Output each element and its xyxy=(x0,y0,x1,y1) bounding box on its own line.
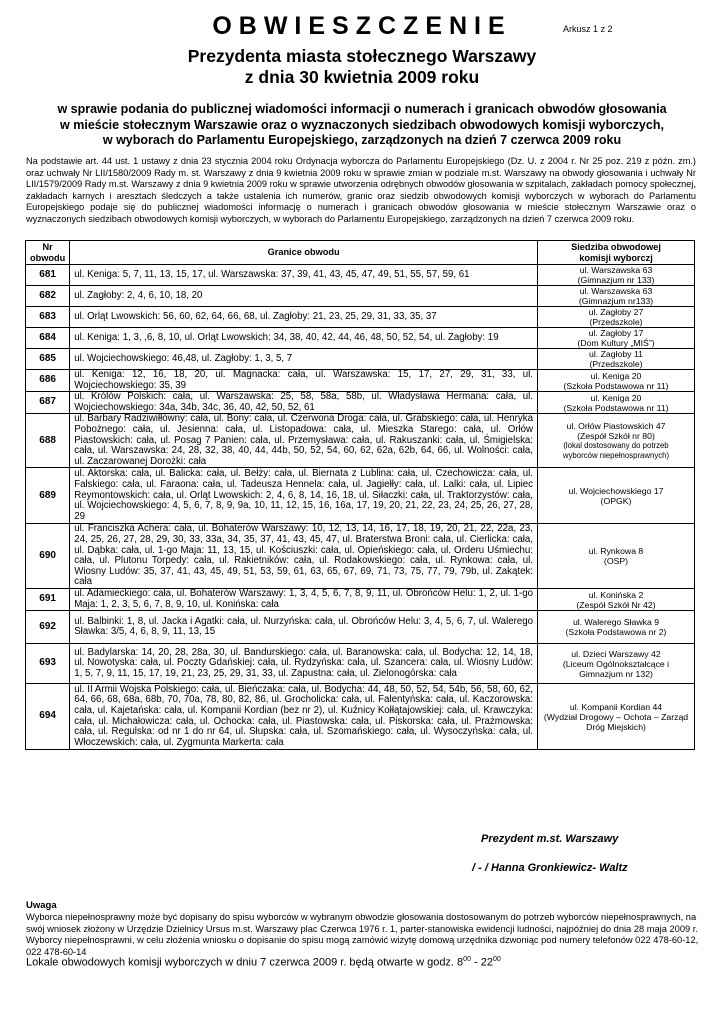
district-bounds: ul. Aktorska: cała, ul. Balicka: cała, ul. Bełży: cała, ul. Biernata z Lublina: cała, ul. Czechowicza: cała, ul. Falskiego: cała, ul. Faraona: cała, ul. Tadeusza Hennela: cała, ul. Jagiełły: cała, ul. Lalki: cała, ul. Lipiec Reymontowskich: cała, ul. Orląt Lwowskich: 2, 4, 6, 8, 14, 16, 18, ul. Siłaczki: cała, ul. Traktorzystów: cała, ul. Wojciechowskiego: 4, 5, 6, 7, 8, 9, 9a, 10, 11, 12, 15, 16, 16a, 17, 19, 20, 21, 22, 23, 24, 25, 26, 27, 28, 29 xyxy=(70,468,538,524)
header-nr: Nr obwodu xyxy=(26,241,70,265)
signature-name: / - / Hanna Gronkiewicz- Waltz xyxy=(472,862,628,874)
seat-line: ul. Dzieci Warszawy 42 xyxy=(571,648,661,659)
seat-line: (Zespół Szkół nr 80) xyxy=(577,430,655,441)
heading-line-2: w mieście stołecznym Warszawie oraz o wyznaczonych siedzibach obwodowych komisji wyborczych, xyxy=(60,117,664,132)
district-number: 683 xyxy=(26,307,70,328)
district-bounds: ul. Orląt Lwowskich: 56, 60, 62, 64, 66, 68, ul. Zagłoby: 21, 23, 25, 29, 31, 33, 35, 37 xyxy=(70,307,538,328)
district-number: 691 xyxy=(26,588,70,610)
table-row xyxy=(26,392,695,414)
seat-line: ul. Keniga 20 xyxy=(590,370,642,381)
table-row xyxy=(26,414,695,468)
subtitle-issuer: Prezydenta miasta stołecznego Warszawy xyxy=(187,46,537,66)
district-bounds: ul. II Armii Wojska Polskiego: cała, ul. Bieńczaka: cała, ul. Bodycha: 44, 48, 50, 52, 54, 54b, 56, 58, 60, 62, 64, 66, 68, 68a, 68b, 70, 70a, 78, 80, 82, 86, ul. Grocholicka: cała, ul. Falentyńska: cała, ul. Kaczorowska: cała, ul. Kajetańska: cała, ul. Kompanii Kordian (bez nr 2), ul. Kuźnicy Kołłątajowskiej: cała, ul. Krawczyka: cała, ul. Michałowicza: cała, ul. Ochocka: cała, ul. Piastowska: cała, ul. Piskorska: cała, ul. Prażmowska: cała, ul. Regulska: od nr 1 do nr 64, ul. Słupska: cała, ul. Szomańskiego: cała, ul. Wysoczyńska: cała, ul. Włoczewskich: cała, ul. Zygmunta Markerta: cała xyxy=(70,684,538,750)
commission-seat xyxy=(538,307,695,328)
district-bounds: ul. Badylarska: 14, 20, 28, 28a, 30, ul. Bandurskiego: cała, ul. Baranowska: cała, ul. Bodycha: 12, 14, 18, ul. Nowotyska: cała, ul. Poczty Gdańskiej: cała, ul. Rydzyńska: cała, ul. Szancera: cała, ul. Wiosny Ludów: 1, 5, 7, 9, 11, 15, 17, 19, 21, 23, 25, 29, 31, 33, ul. Zapustna: cała, ul. Zielonogórska: cała xyxy=(70,644,538,684)
heading-line-1: w sprawie podania do publicznej wiadomości informacji o numerach i granicach obwodów głosowania xyxy=(57,102,667,116)
district-number: 694 xyxy=(26,684,70,750)
seat-line: ul. Kompanii Kordian 44 xyxy=(569,701,663,712)
heading-line-3: w wyborach do Parlamentu Europejskiego, zarządzonych na dzień 7 czerwca 2009 roku xyxy=(102,133,622,147)
district-number: 692 xyxy=(26,611,70,644)
seat-line: ul. Warszawska 63 xyxy=(579,286,653,296)
note-line-2: Wyborcy niepełnosprawni, w celu złożenia wniosku o dopisanie do spisu mogą zamówić wizytę domową urzędnika dzwoniąc pod numery telefonów 022 478-60-12, 022 478-60-14 xyxy=(26,935,699,957)
commission-seat xyxy=(538,468,695,524)
seat-line: (Gimnazjum nr 133) xyxy=(577,275,655,285)
district-bounds: ul. Królów Polskich: cała, ul. Warszawska: 25, 58, 58a, 58b, ul. Władysława Hermana: cała, ul. Wojciechowskiego: 34a, 34b, 34c, 36, 40, 42, 50, 52, 61 xyxy=(70,392,538,414)
notes-text xyxy=(26,912,700,958)
seat-line: (Liceum Ogólnokształcące i xyxy=(562,658,670,669)
table-header-row xyxy=(26,241,695,265)
district-bounds: ul. Keniga: 5, 7, 11, 13, 15, 17, ul. Warszawska: 37, 39, 41, 43, 45, 47, 49, 51, 55, 57, 59, 61 xyxy=(70,265,538,286)
district-bounds: ul. Wojciechowskiego: 46,48, ul. Zagłoby: 1, 3, 5, 7 xyxy=(70,349,538,370)
table-row xyxy=(26,286,695,307)
commission-seat xyxy=(538,684,695,750)
seat-line: (Zespół Szkół Nr 42) xyxy=(576,599,656,610)
header-bounds: Granice obwodu xyxy=(70,241,538,265)
legal-basis-paragraph: Na podstawie art. 44 ust. 1 ustawy z dnia 23 stycznia 2004 roku Ordynacja wyborcza do Parlamentu Europejskiego (Dz. U. z 2004 r. Nr 25 poz. 219 z późn. zm.) oraz uchwały Nr LII/1580/2009 Rady m. st. Warszawy z dnia 9 kwietnia 2009 roku w sprawie zmian w podziale m.st. Warszawy na obwody głosowania i uchwały Nr LII/1579/2009 Rady m.st. Warszawy z dnia 9 kwietnia 2009 roku w sprawie utworzenia odrębnych obwodów głosowania w szpitalach, zakładach pomocy społecznej, zakładach karnych i aresztach śledczych a także ustalenia ich numerów, granic oraz siedzib obwodowych komisji wyborczych w wyborach do Parlamentu Europejskiego podaje się do publicznej wiadomości informację o numerach i granicach obwodów głosowania w mieście stołecznym Warszawie oraz o wyznaczonych siedzibach obwodowych komisji wyborczych, w wyborach do Parlamentu Europejskiego, zarządzonych na dzień 7 czerwca 2009 roku. xyxy=(26,156,696,224)
district-number: 693 xyxy=(26,644,70,684)
commission-seat xyxy=(538,524,695,589)
commission-seat xyxy=(538,328,695,349)
seat-line: ul. Keniga 20 xyxy=(590,392,642,403)
district-bounds: ul. Adamieckiego: cała, ul. Bohaterów Warszawy: 1, 3, 4, 5, 6, 7, 8, 9, 11, ul. Obrońców Helu: 1, 2, ul. 1-go Maja: 1, 2, 3, 5, 6, 7, 8, 9, 10, ul. Konińska: cała xyxy=(70,588,538,610)
sheet-number: Arkusz 1 z 2 xyxy=(563,24,613,34)
seat-line: (Przedszkole) xyxy=(589,359,643,369)
document-subtitle xyxy=(0,46,724,88)
district-bounds: ul. Keniga: 1, 3, ,6, 8, 10, ul. Orląt Lwowskich: 34, 38, 40, 42, 44, 46, 48, 50, 52, 54, ul. Zagłoby: 19 xyxy=(70,328,538,349)
district-number: 682 xyxy=(26,286,70,307)
seat-line: Gimnazjum nr 132) xyxy=(579,668,653,679)
signature-title: Prezydent m.st. Warszawy xyxy=(481,833,619,845)
opening-hours: Lokale obwodowych komisji wyborczych w dniu 7 czerwca 2009 r. będą otwarte w godz. $8^{00} - 22^{00}$ xyxy=(26,956,501,969)
table-row xyxy=(26,265,695,286)
seat-line: ul. Zagłoby 11 xyxy=(589,349,643,359)
seat-line: Dróg Miejskich) xyxy=(586,721,646,732)
seat-line: ul. Konińska 2 xyxy=(588,589,644,600)
commission-seat xyxy=(538,370,695,392)
seat-line: ul. Zagłoby 17 xyxy=(588,328,644,338)
subtitle-date: z dnia 30 kwietnia 2009 roku xyxy=(244,67,480,87)
table-row xyxy=(26,644,695,684)
seat-line: (Gimnazjum nr133) xyxy=(578,296,654,306)
commission-seat xyxy=(538,644,695,684)
header-seat: Siedziba obwodowej komisji wyborczj xyxy=(538,241,695,265)
district-number: 689 xyxy=(26,468,70,524)
table-row xyxy=(26,307,695,328)
document-heading xyxy=(30,102,694,149)
district-number: 690 xyxy=(26,524,70,589)
document-title: OBWIESZCZENIE xyxy=(212,12,512,40)
table-row xyxy=(26,468,695,524)
seat-line: ul. Rynkowa 8 xyxy=(588,546,644,557)
table-row xyxy=(26,588,695,610)
table-row xyxy=(26,684,695,750)
district-number: 686 xyxy=(26,370,70,392)
district-number: 687 xyxy=(26,392,70,414)
commission-seat xyxy=(538,265,695,286)
seat-line: (OPGK) xyxy=(600,495,632,506)
district-bounds: ul. Balbinki: 1, 8, ul. Jacka i Agatki: cała, ul. Nurzyńska: cała, ul. Obrońców Helu: 3, 4, 5, 6, 7, ul. Walerego Sławka: 3/5, 4, 6, 8, 9, 11, 13, 15 xyxy=(70,611,538,644)
seat-line: (OSP) xyxy=(603,556,629,567)
commission-seat xyxy=(538,392,695,414)
commission-seat xyxy=(538,349,695,370)
seat-line: (Szkoła Podstawowa nr 11) xyxy=(563,380,669,391)
notes-heading: Uwaga xyxy=(26,900,57,911)
seat-line: (Dom Kultury „MIŚ”) xyxy=(577,338,655,348)
district-number: 681 xyxy=(26,265,70,286)
table-row xyxy=(26,370,695,392)
districts-table xyxy=(25,240,695,750)
seat-line: ul. Walerego Sławka 9 xyxy=(572,617,660,628)
note-line-1: Wyborca niepełnosprawny może być dopisany do spisu wyborców w wybranym obwodzie głosowania dostosowanym do potrzeb wyborców niepełnosprawnych, na swój wniosek złożony w Urzędzie Dzielnicy Ursus m.st. Warszawy plac Czerwca 1976 r. 1, parter-stanowiska ewidencji ludności, najpóźniej do dnia 28 maja 2009 r. xyxy=(26,912,698,934)
table-row xyxy=(26,524,695,589)
district-number: 684 xyxy=(26,328,70,349)
seat-line: ul. Orłów Piastowskich 47 xyxy=(566,420,666,431)
seat-line: (Wydział Drogowy – Ochota – Zarząd xyxy=(543,711,689,722)
seat-line: (Przedszkole) xyxy=(589,317,643,327)
seat-line: ul. Warszawska 63 xyxy=(579,265,653,275)
district-bounds: ul. Keniga: 12, 16, 18, 20, ul. Magnacka: cała, ul. Warszawska: 15, 17, 27, 29, 31, 33, ul. Wojciechowskiego: 35, 39 xyxy=(70,370,538,392)
table-row xyxy=(26,328,695,349)
commission-seat xyxy=(538,611,695,644)
table-row xyxy=(26,611,695,644)
table-row xyxy=(26,349,695,370)
commission-seat xyxy=(538,588,695,610)
commission-seat xyxy=(538,414,695,468)
seat-line: (lokal dostosowany do potrzeb xyxy=(563,440,669,450)
district-number: 685 xyxy=(26,349,70,370)
district-bounds: ul. Franciszka Achera: cała, ul. Bohaterów Warszawy: 10, 12, 13, 14, 16, 17, 18, 19, 20, 21, 22, 22a, 23, 24, 25, 26, 27, 28, 29, 30, 33, 33a, 34, 35, 37, 41, 43, 45, 47, ul. Braterstwa Broni: cała, ul. Cierlicka: cała, ul. Dąbka: cała, ul. 1-go Maja: 11, 13, 15, ul. Kościuszki: cała, ul. Opieńskiego: cała, ul. Orderu Uśmiechu: cała, ul. Plutonu Torpedy: cała, ul. Rakietników: cała, ul. Rodakowskiego: cała, ul. Rynkowa: cała, ul. Wiosny Ludów: 35, 37, 41, 43, 45, 49, 51, 53, 59, 61, 63, 65, 67, 69, 71, 73, 75, 77, 79, 79b, ul. Zakątek: cała xyxy=(70,524,538,589)
seat-line: (Szkoła Podstawowa nr 2) xyxy=(565,627,667,638)
district-number: 688 xyxy=(26,414,70,468)
seat-line: ul. Wojciechowskiego 17 xyxy=(568,485,664,496)
district-bounds: ul. Barbary Radziwiłłówny: cała, ul. Bony: cała, ul. Czerwona Droga: cała, ul. Grabskiego: cała, ul. Henryka Pobożnego: cała, ul. Jesienna: cała, ul. Listopadowa: cała, ul. Mieszka Starego: cała, ul. Orłów Piastowskich: cała, ul. Posag 7 Panien: cała, ul. Przemysława: cała, ul. Rakuszanki: cała, ul. Śmigielska: cała, ul. Warszawska: 24, 28, 32, 38, 40, 44, 44b, 50, 52, 54, 60, 62, 62a, 62b, 64, 66, ul. Wolności: cała, ul. Zaczarowanej Dorożki: cała xyxy=(70,414,538,468)
commission-seat xyxy=(538,286,695,307)
district-bounds: ul. Zagłoby: 2, 4, 6, 10, 18, 20 xyxy=(70,286,538,307)
seat-line: ul. Zagłoby 27 xyxy=(588,307,644,317)
seat-line: wyborców niepełnosprawnych) xyxy=(562,450,670,460)
seat-line: (Szkoła Podstawowa nr 11) xyxy=(563,402,669,413)
